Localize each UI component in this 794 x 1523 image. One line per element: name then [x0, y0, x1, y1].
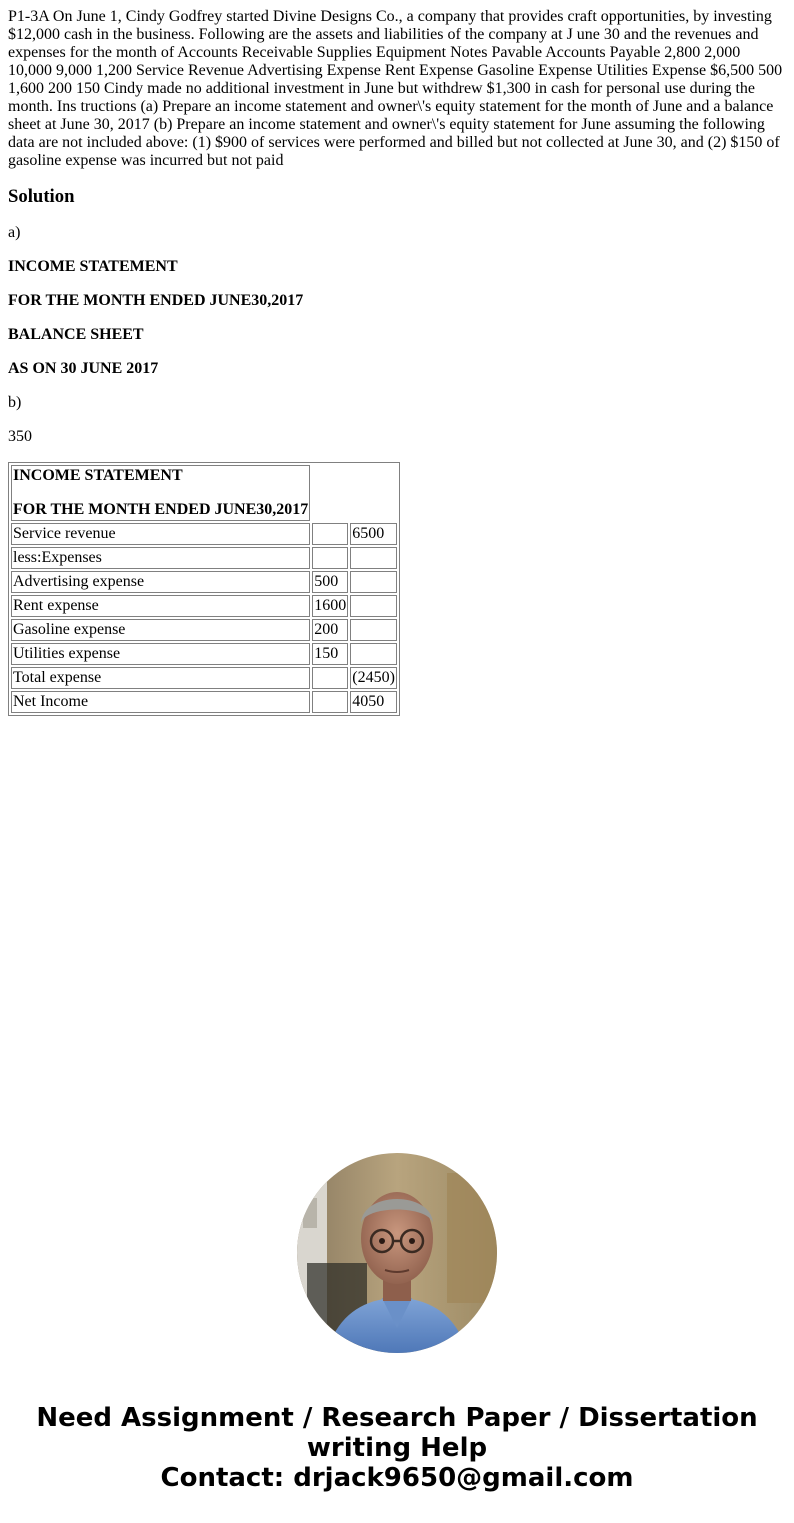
table-row	[11, 571, 397, 593]
row-amount: 150	[312, 643, 348, 665]
row-total: 4050	[350, 691, 397, 713]
table-row	[11, 523, 397, 545]
row-amount: 200	[312, 619, 348, 641]
promo-banner	[0, 1403, 794, 1493]
row-amount	[312, 547, 348, 569]
row-label: Utilities expense	[11, 643, 310, 665]
table-header-period: FOR THE MONTH ENDED JUNE30,2017	[13, 501, 309, 518]
tutor-photo	[297, 1153, 497, 1353]
table-row	[11, 691, 397, 713]
table-row	[11, 547, 397, 569]
row-total	[350, 571, 397, 593]
table-header-empty	[350, 465, 397, 521]
table-row	[11, 643, 397, 665]
income-statement-title: INCOME STATEMENT	[8, 258, 178, 275]
income-statement-period: FOR THE MONTH ENDED JUNE30,2017	[8, 292, 304, 309]
promo-line-1: Need Assignment / Research Paper / Dissertation	[36, 1403, 758, 1433]
row-label: Gasoline expense	[11, 619, 310, 641]
row-label: Total expense	[11, 667, 310, 689]
document-body	[0, 0, 794, 716]
row-label: Advertising expense	[11, 571, 310, 593]
promo-contact: Contact: drjack9650@gmail.com	[160, 1463, 634, 1493]
solution-heading: Solution	[8, 186, 75, 207]
row-label: Rent expense	[11, 595, 310, 617]
stray-value: 350	[8, 428, 32, 445]
row-label: Net Income	[11, 691, 310, 713]
row-amount	[312, 523, 348, 545]
tutor-avatar	[297, 1153, 497, 1353]
balance-sheet-title: BALANCE SHEET	[8, 326, 144, 343]
table-header-cell	[11, 465, 310, 521]
part-a-label: a)	[8, 224, 21, 241]
table-row	[11, 619, 397, 641]
income-statement-table	[8, 462, 400, 716]
table-header-empty	[312, 465, 348, 521]
table-header-title: INCOME STATEMENT	[13, 467, 183, 484]
row-amount	[312, 691, 348, 713]
row-total	[350, 643, 397, 665]
table-row	[11, 595, 397, 617]
row-total	[350, 547, 397, 569]
row-total: 6500	[350, 523, 397, 545]
balance-sheet-date: AS ON 30 JUNE 2017	[8, 360, 159, 377]
row-amount: 500	[312, 571, 348, 593]
row-amount	[312, 667, 348, 689]
row-label: less:Expenses	[11, 547, 310, 569]
row-total	[350, 619, 397, 641]
row-amount: 1600	[312, 595, 348, 617]
row-label: Service revenue	[11, 523, 310, 545]
row-total	[350, 595, 397, 617]
question-text: P1-3A On June 1, Cindy Godfrey started Divine Designs Co., a company that provides craft opportunities, by investing $12,000 cash in the business. Following are the assets and liabilities of the company at J une 30 and the revenues and expenses for the month of Accounts Receivable Supplies Equipment Notes Pavable Accounts Payable 2,800 2,000 10,000 9,000 1,200 Service Revenue Advertising Expense Rent Expense Gasoline Expense Utilities Expense $6,500 500 1,600 200 150 Cindy made no additional investment in June but withdrew $1,300 in cash for personal use during the month. Ins tructions (a) Prepare an income statement and owner\'s equity statement for the month of June and a balance sheet at June 30, 2017 (b) Prepare an income statement and owner\'s equity statement for June assuming the following data are not included above: (1) $900 of services were performed and billed but not collected at June 30, and (2) $150 of gasoline expense was incurred but not paid	[8, 8, 783, 169]
table-row	[11, 667, 397, 689]
row-total: (2450)	[350, 667, 397, 689]
table-header-row	[11, 465, 397, 521]
part-b-label: b)	[8, 394, 22, 411]
promo-line-2: writing Help	[306, 1433, 488, 1463]
